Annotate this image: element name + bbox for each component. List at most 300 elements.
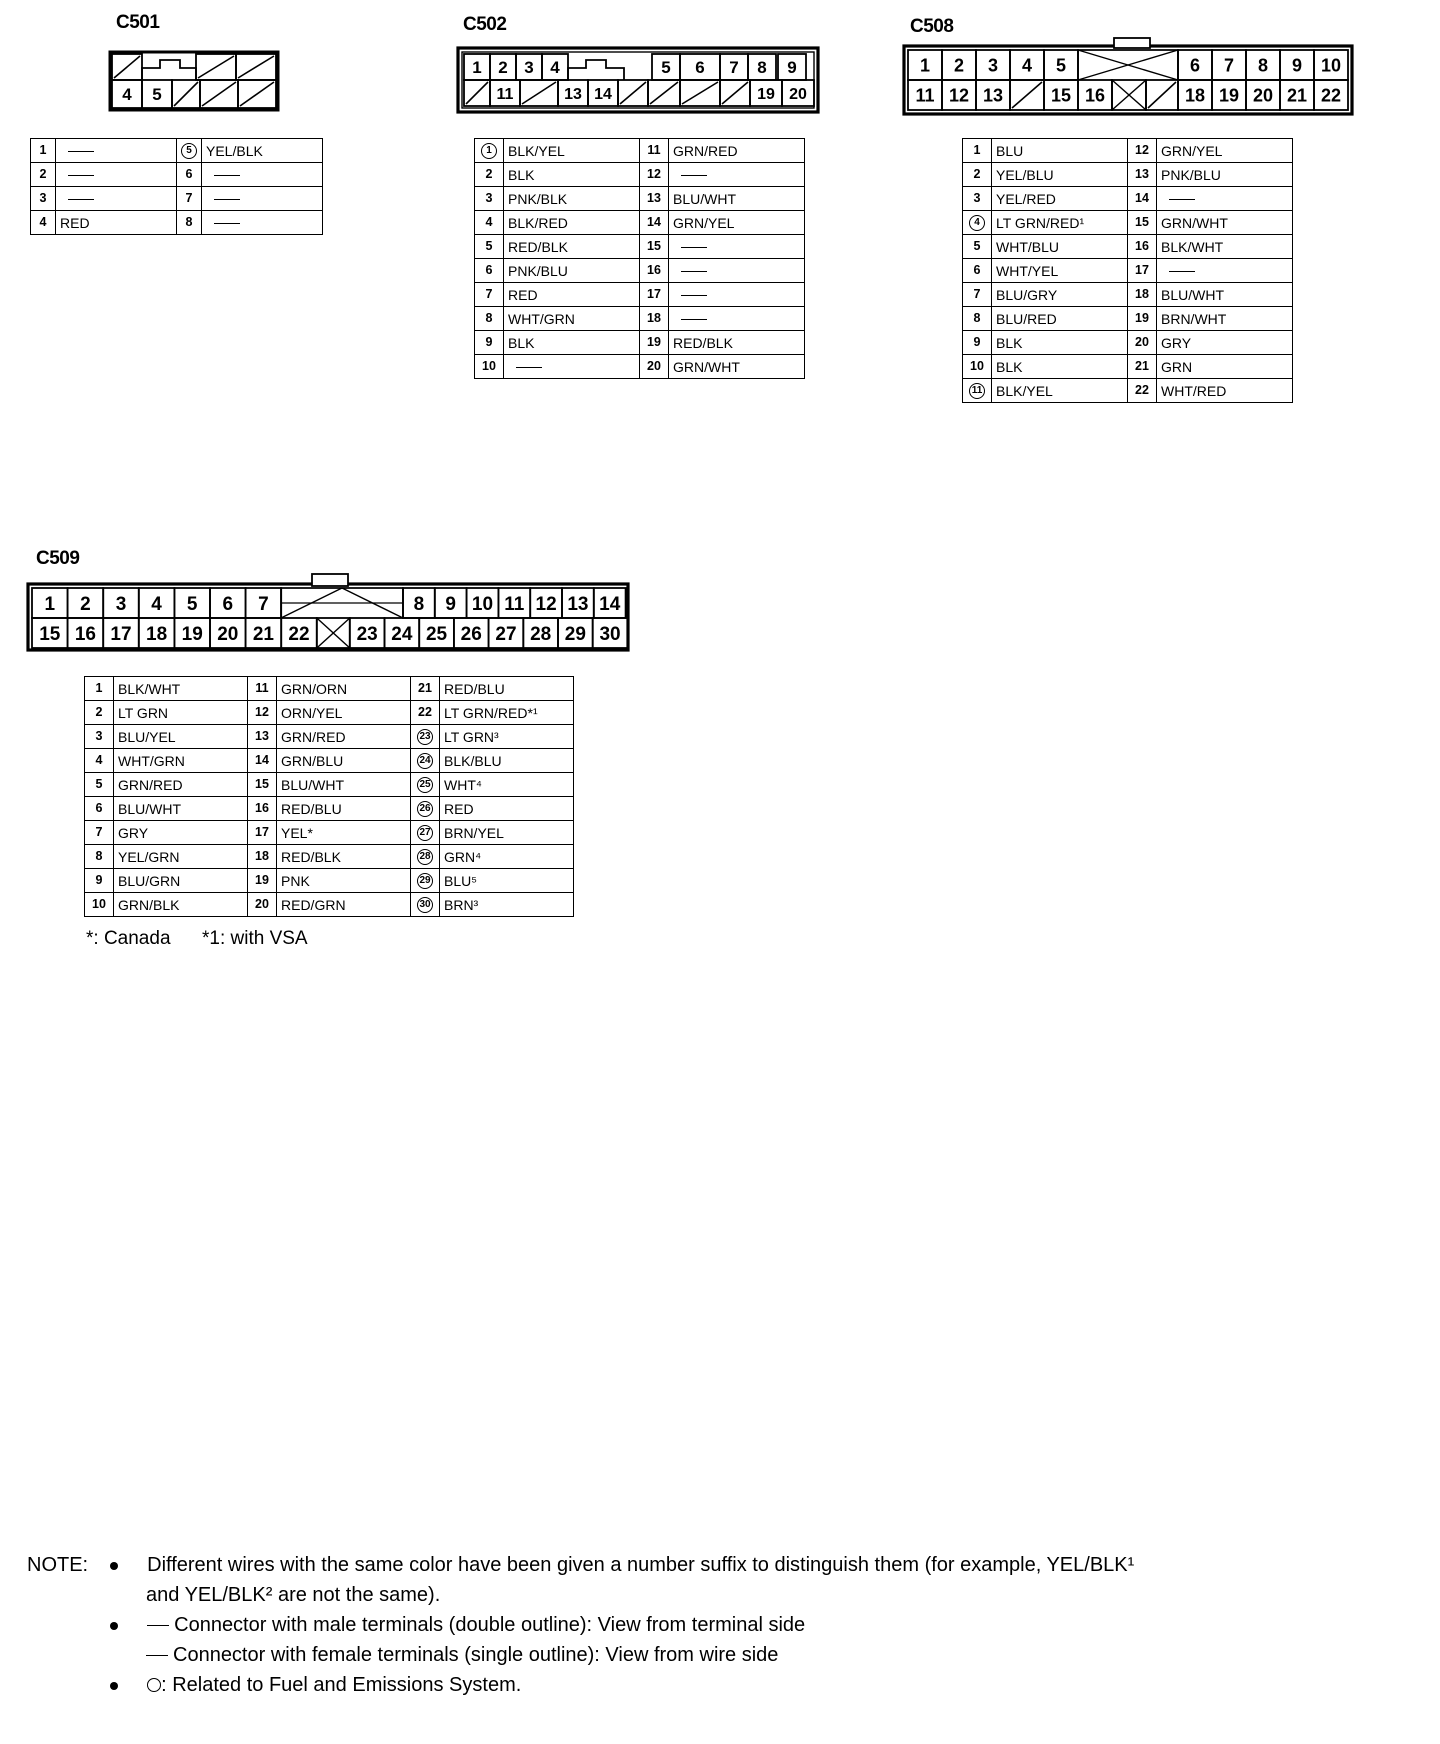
wire-color: GRN/YEL xyxy=(669,211,805,235)
pin-label: 19 xyxy=(757,85,775,103)
wire-color: RED/BLK xyxy=(277,845,411,869)
pin-number: 15 xyxy=(640,235,669,259)
note-female-text: Connector with female terminals (single outline): View from wire side xyxy=(173,1644,779,1666)
wire-color: BLU/WHT xyxy=(114,797,248,821)
pin-table-row xyxy=(475,187,805,211)
pin-label: 18 xyxy=(1184,85,1206,106)
pin-table-row xyxy=(963,139,1293,163)
pin-number: 12 xyxy=(1128,139,1157,163)
pin-label: 8 xyxy=(413,593,425,615)
slash-mark xyxy=(466,82,488,104)
pin-table-row xyxy=(475,163,805,187)
wire-color: YEL/BLU xyxy=(992,163,1128,187)
pin-number: 11 xyxy=(640,139,669,163)
wire-color: WHT/RED xyxy=(1157,379,1293,403)
wire-color: GRN/RED xyxy=(277,725,411,749)
wire-color: LT GRN xyxy=(114,701,248,725)
slash-mark xyxy=(650,82,678,104)
c509-face-diagram xyxy=(26,570,632,654)
pin-number: 13 xyxy=(640,187,669,211)
wire-color xyxy=(1157,259,1293,283)
slash-mark xyxy=(522,82,556,104)
wire-color: BLK xyxy=(504,163,640,187)
wire-color: RED/BLU xyxy=(277,797,411,821)
pin-table-row xyxy=(31,187,323,211)
pin-label: 7 xyxy=(1223,55,1235,76)
wire-color: PNK xyxy=(277,869,411,893)
pin-number: 18 xyxy=(248,845,277,869)
pin-label: 18 xyxy=(146,623,168,645)
wire-color: WHT⁴ xyxy=(440,773,574,797)
pin-number: 5 xyxy=(85,773,114,797)
pin-label: 14 xyxy=(594,85,612,103)
pin-label: 6 xyxy=(1189,55,1201,76)
wire-color: GRN xyxy=(1157,355,1293,379)
wire-color xyxy=(669,235,805,259)
wire-color: BLU/YEL xyxy=(114,725,248,749)
pin-number: 5 xyxy=(177,139,202,163)
slash-mark xyxy=(198,56,234,78)
wire-color xyxy=(669,163,805,187)
pin-label: 4 xyxy=(122,85,132,105)
pin-label: 23 xyxy=(356,623,378,645)
bullet-icon xyxy=(110,1682,118,1690)
wire-color: YEL/RED xyxy=(992,187,1128,211)
pin-label: 12 xyxy=(948,85,970,106)
pin-number: 8 xyxy=(475,307,504,331)
pin-table-row xyxy=(963,355,1293,379)
wire-color: GRN/WHT xyxy=(1157,211,1293,235)
latch-tab xyxy=(1114,38,1150,48)
wire-color: RED xyxy=(56,211,177,235)
pin-table-row xyxy=(85,821,574,845)
pin-number: 1 xyxy=(475,139,504,163)
pin-number: 7 xyxy=(475,283,504,307)
pin-label: 2 xyxy=(498,58,508,78)
pin-number: 12 xyxy=(248,701,277,725)
pin-table-row xyxy=(31,163,323,187)
wire-color xyxy=(669,283,805,307)
wire-color: BLU⁵ xyxy=(440,869,574,893)
c501-pin-table xyxy=(30,138,323,235)
pin-table-row xyxy=(475,235,805,259)
pin-number: 2 xyxy=(475,163,504,187)
pin-number: 22 xyxy=(411,701,440,725)
pin-table-row xyxy=(963,331,1293,355)
pin-number: 17 xyxy=(248,821,277,845)
wire-color: GRY xyxy=(114,821,248,845)
wire-color: PNK/BLU xyxy=(1157,163,1293,187)
wire-color: BLK/YEL xyxy=(992,379,1128,403)
wire-color: BLU/WHT xyxy=(669,187,805,211)
pin-label: 5 xyxy=(152,85,162,105)
pin-label: 11 xyxy=(496,85,514,103)
wire-color: BLU/GRY xyxy=(992,283,1128,307)
pin-label: 8 xyxy=(1257,55,1269,76)
pin-label: 4 xyxy=(151,593,162,615)
wire-color: GRN/YEL xyxy=(1157,139,1293,163)
pin-label: 7 xyxy=(258,593,269,615)
pin-number: 8 xyxy=(177,211,202,235)
pin-label: 17 xyxy=(110,623,132,645)
wire-color xyxy=(56,163,177,187)
pin-label: 19 xyxy=(1218,85,1240,106)
pin-number: 14 xyxy=(1128,187,1157,211)
wire-color: BLK/BLU xyxy=(440,749,574,773)
wire-color: BLU/WHT xyxy=(277,773,411,797)
bullet-icon xyxy=(110,1562,118,1570)
pin-number: 26 xyxy=(411,797,440,821)
pin-number: 12 xyxy=(640,163,669,187)
wire-color: WHT/BLU xyxy=(992,235,1128,259)
latch-tab xyxy=(142,60,196,80)
wire-color: RED/BLU xyxy=(440,677,574,701)
pin-number: 6 xyxy=(177,163,202,187)
pin-number: 20 xyxy=(640,355,669,379)
pin-table-row xyxy=(85,725,574,749)
pin-number: 16 xyxy=(640,259,669,283)
pin-number: 3 xyxy=(475,187,504,211)
pin-label: 19 xyxy=(181,623,203,645)
wire-color: YEL/BLK xyxy=(202,139,323,163)
pin-label: 16 xyxy=(74,623,96,645)
pin-number: 1 xyxy=(963,139,992,163)
pin-table-row xyxy=(85,773,574,797)
pin-label: 27 xyxy=(495,623,517,645)
dash-icon xyxy=(147,1625,169,1626)
pin-label: 3 xyxy=(524,58,534,78)
wire-color: LT GRN³ xyxy=(440,725,574,749)
pin-table-row xyxy=(963,163,1293,187)
pin-label: 29 xyxy=(564,623,586,645)
wire-color xyxy=(669,259,805,283)
wire-color: BRN/WHT xyxy=(1157,307,1293,331)
pin-number: 11 xyxy=(248,677,277,701)
pin-number: 15 xyxy=(248,773,277,797)
pin-label: 13 xyxy=(982,85,1004,106)
wire-color: BLK xyxy=(504,331,640,355)
wire-color: BLK/WHT xyxy=(114,677,248,701)
slash-mark xyxy=(238,56,274,78)
wire-color: PNK/BLU xyxy=(504,259,640,283)
slash-mark xyxy=(1148,82,1176,108)
pin-number: 30 xyxy=(411,893,440,917)
wire-color: RED/BLK xyxy=(504,235,640,259)
wire-color: GRN/ORN xyxy=(277,677,411,701)
wire-color: WHT/GRN xyxy=(114,749,248,773)
c509-title: C509 xyxy=(36,548,80,569)
wire-color: BLK xyxy=(992,355,1128,379)
pin-label: 21 xyxy=(1286,85,1308,106)
pin-number: 9 xyxy=(475,331,504,355)
pin-label: 9 xyxy=(1291,55,1303,76)
wire-color: BLK/YEL xyxy=(504,139,640,163)
pin-table-row xyxy=(963,283,1293,307)
pin-number: 15 xyxy=(1128,211,1157,235)
pin-label: 5 xyxy=(1055,55,1067,76)
pin-number: 11 xyxy=(963,379,992,403)
pin-label: 24 xyxy=(391,623,413,645)
c508-pin-table xyxy=(962,138,1293,403)
c502-face-diagram xyxy=(456,40,822,116)
wire-color: YEL* xyxy=(277,821,411,845)
pin-label: 15 xyxy=(1050,85,1072,106)
pin-table-row xyxy=(31,211,323,235)
pin-number: 18 xyxy=(1128,283,1157,307)
pin-label: 25 xyxy=(425,623,448,645)
pin-number: 27 xyxy=(411,821,440,845)
pin-label: 26 xyxy=(460,623,482,645)
pin-label: 1 xyxy=(919,55,931,76)
pin-label: 13 xyxy=(564,85,582,103)
wire-color: BLK/WHT xyxy=(1157,235,1293,259)
pin-table-row xyxy=(963,187,1293,211)
pin-number: 3 xyxy=(85,725,114,749)
note-suffix-text: Different wires with the same color have been given a number suffix to distinguish them (for example, YEL/BLK¹ xyxy=(147,1554,1135,1576)
pin-number: 18 xyxy=(640,307,669,331)
c501-title: C501 xyxy=(116,12,160,33)
bullet-icon xyxy=(110,1622,118,1630)
pin-number: 21 xyxy=(411,677,440,701)
wire-color: BRN³ xyxy=(440,893,574,917)
pin-number: 17 xyxy=(1128,259,1157,283)
c501-face-diagram xyxy=(100,40,290,116)
pin-number: 19 xyxy=(1128,307,1157,331)
wire-color: ORN/YEL xyxy=(277,701,411,725)
pin-number: 13 xyxy=(1128,163,1157,187)
pin-label: 22 xyxy=(1320,85,1342,106)
pin-number: 1 xyxy=(31,139,56,163)
pin-label: 21 xyxy=(252,623,274,645)
pin-number: 7 xyxy=(177,187,202,211)
wire-color: RED xyxy=(440,797,574,821)
pin-table-row xyxy=(85,677,574,701)
pin-number: 29 xyxy=(411,869,440,893)
pin-label: 9 xyxy=(787,58,797,78)
pin-label: 7 xyxy=(729,58,739,78)
pin-number: 7 xyxy=(85,821,114,845)
pin-number: 10 xyxy=(475,355,504,379)
pin-table-row xyxy=(85,701,574,725)
wire-color xyxy=(202,163,323,187)
wire-color: GRN/RED xyxy=(669,139,805,163)
wire-color: RED xyxy=(504,283,640,307)
pin-number: 4 xyxy=(85,749,114,773)
pin-number: 6 xyxy=(85,797,114,821)
latch-tab xyxy=(312,574,348,586)
c502-pin-table xyxy=(474,138,805,379)
wire-color: GRN/BLU xyxy=(277,749,411,773)
pin-table-row xyxy=(963,379,1293,403)
wire-color: BLU/RED xyxy=(992,307,1128,331)
pin-label: 6 xyxy=(695,58,705,78)
notes-label: NOTE: xyxy=(27,1554,89,1576)
pin-table-row xyxy=(85,869,574,893)
pin-number: 4 xyxy=(475,211,504,235)
pin-label: 2 xyxy=(953,55,965,76)
pin-number: 6 xyxy=(475,259,504,283)
pin-label: 20 xyxy=(1252,85,1274,106)
pin-label: 13 xyxy=(567,593,589,615)
pin-number: 28 xyxy=(411,845,440,869)
pin-number: 17 xyxy=(640,283,669,307)
wire-color: GRN/WHT xyxy=(669,355,805,379)
pin-label: 28 xyxy=(530,623,552,645)
dash-icon xyxy=(146,1655,168,1656)
pin-label: 30 xyxy=(599,623,621,645)
wire-color: BLK xyxy=(992,331,1128,355)
pin-table-row xyxy=(963,307,1293,331)
wire-color xyxy=(669,307,805,331)
c502-title: C502 xyxy=(463,14,507,35)
pin-table-row xyxy=(85,845,574,869)
pin-number: 20 xyxy=(1128,331,1157,355)
wire-color: LT GRN/RED¹ xyxy=(992,211,1128,235)
wire-color xyxy=(1157,187,1293,211)
pin-number: 3 xyxy=(963,187,992,211)
pin-table-row xyxy=(963,211,1293,235)
pin-number: 21 xyxy=(1128,355,1157,379)
slash-mark xyxy=(620,82,646,104)
pin-label: 16 xyxy=(1084,85,1106,106)
c508-face-diagram xyxy=(902,34,1356,118)
note-fuel-text: : Related to Fuel and Emissions System. xyxy=(161,1674,522,1696)
pin-label: 11 xyxy=(915,85,935,106)
pin-label: 4 xyxy=(550,58,560,78)
pin-number: 25 xyxy=(411,773,440,797)
pin-number: 23 xyxy=(411,725,440,749)
wire-color: LT GRN/RED*¹ xyxy=(440,701,574,725)
wire-color: RED/GRN xyxy=(277,893,411,917)
pin-number: 3 xyxy=(31,187,56,211)
c508-title: C508 xyxy=(910,16,954,37)
pin-table-row xyxy=(475,355,805,379)
footnote-canada: *: Canada xyxy=(86,928,171,949)
pin-label: 12 xyxy=(535,593,557,615)
pin-number: 19 xyxy=(640,331,669,355)
wire-color: BLU/WHT xyxy=(1157,283,1293,307)
wire-color: GRY xyxy=(1157,331,1293,355)
wire-color: WHT/GRN xyxy=(504,307,640,331)
pin-table-row xyxy=(475,139,805,163)
pin-label: 20 xyxy=(789,85,807,103)
slash-mark xyxy=(174,82,198,106)
pin-number: 8 xyxy=(85,845,114,869)
wire-color: BRN/YEL xyxy=(440,821,574,845)
pin-label: 3 xyxy=(987,55,999,76)
pin-number: 9 xyxy=(963,331,992,355)
pin-number: 24 xyxy=(411,749,440,773)
pin-table-row xyxy=(85,797,574,821)
pin-number: 16 xyxy=(1128,235,1157,259)
wire-color: BLU xyxy=(992,139,1128,163)
pin-label: 20 xyxy=(217,623,239,645)
slash-mark xyxy=(1012,82,1042,108)
pin-label: 22 xyxy=(288,623,310,645)
footnote-vsa: *1: with VSA xyxy=(202,928,308,949)
wire-color xyxy=(202,211,323,235)
wire-color: RED/BLK xyxy=(669,331,805,355)
pin-number: 14 xyxy=(640,211,669,235)
pin-label: 10 xyxy=(1320,55,1342,76)
note-suffix-text-cont: and YEL/BLK² are not the same). xyxy=(146,1584,441,1606)
pin-table-row xyxy=(475,259,805,283)
wire-color xyxy=(56,139,177,163)
pin-number: 7 xyxy=(963,283,992,307)
wire-color: WHT/YEL xyxy=(992,259,1128,283)
pin-label: 10 xyxy=(471,593,494,615)
pin-number: 5 xyxy=(963,235,992,259)
wire-color: PNK/BLK xyxy=(504,187,640,211)
pin-number: 10 xyxy=(963,355,992,379)
pin-label: 11 xyxy=(504,593,525,615)
pin-label: 3 xyxy=(115,593,127,615)
pin-number: 22 xyxy=(1128,379,1157,403)
pin-table-row xyxy=(963,235,1293,259)
pin-label: 5 xyxy=(661,58,671,78)
pin-number: 6 xyxy=(963,259,992,283)
pin-label: 1 xyxy=(44,593,56,615)
pin-number: 20 xyxy=(248,893,277,917)
pin-number: 2 xyxy=(963,163,992,187)
pin-number: 10 xyxy=(85,893,114,917)
pin-table-row xyxy=(475,211,805,235)
pin-table-row xyxy=(85,893,574,917)
pin-label: 14 xyxy=(599,593,621,615)
pin-number: 1 xyxy=(85,677,114,701)
pin-number: 4 xyxy=(963,211,992,235)
pin-number: 16 xyxy=(248,797,277,821)
wire-color: BLK/RED xyxy=(504,211,640,235)
wire-color xyxy=(56,187,177,211)
pin-table-row xyxy=(475,331,805,355)
pin-label: 8 xyxy=(757,58,767,78)
slash-mark xyxy=(722,82,748,104)
pin-table-row xyxy=(31,139,323,163)
pin-label: 5 xyxy=(186,593,198,615)
pin-label: 4 xyxy=(1021,55,1033,76)
slash-mark xyxy=(240,82,274,106)
pin-label: 6 xyxy=(222,593,234,615)
wire-color: GRN⁴ xyxy=(440,845,574,869)
pin-number: 8 xyxy=(963,307,992,331)
c509-pin-table xyxy=(84,676,574,917)
pin-number: 14 xyxy=(248,749,277,773)
pin-label: 1 xyxy=(472,58,482,78)
circle-marker-icon xyxy=(147,1678,161,1692)
latch-tab xyxy=(568,60,624,80)
note-male-text: Connector with male terminals (double outline): View from terminal side xyxy=(174,1614,806,1636)
wire-color: GRN/BLK xyxy=(114,893,248,917)
pin-number: 5 xyxy=(475,235,504,259)
wire-color: GRN/RED xyxy=(114,773,248,797)
pin-label: 15 xyxy=(39,623,61,645)
pin-table-row xyxy=(475,283,805,307)
pin-number: 9 xyxy=(85,869,114,893)
slash-mark xyxy=(202,82,236,106)
wire-color xyxy=(202,187,323,211)
pin-number: 4 xyxy=(31,211,56,235)
pin-label: 9 xyxy=(445,593,456,615)
wire-color xyxy=(504,355,640,379)
pin-label: 2 xyxy=(80,593,91,615)
slash-mark xyxy=(114,56,140,78)
pin-table-row xyxy=(475,307,805,331)
pin-number: 19 xyxy=(248,869,277,893)
pin-number: 2 xyxy=(31,163,56,187)
wire-color: BLU/GRN xyxy=(114,869,248,893)
slash-mark xyxy=(682,82,718,104)
